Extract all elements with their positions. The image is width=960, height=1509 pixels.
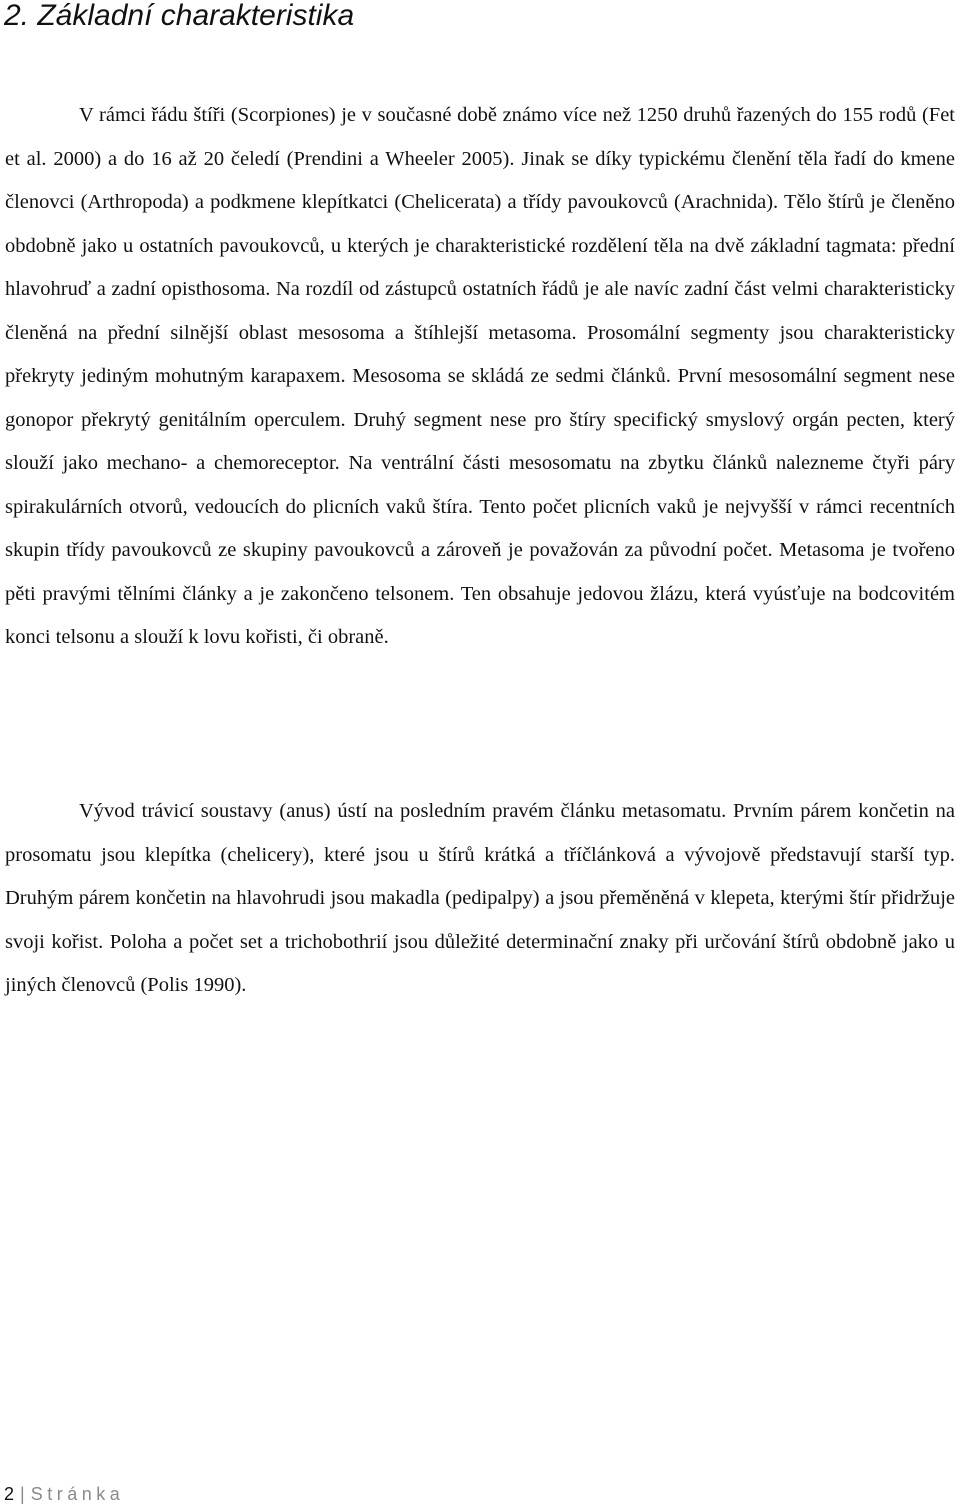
footer-separator: | bbox=[20, 1484, 25, 1504]
section-heading: 2. Základní charakteristika bbox=[4, 0, 355, 32]
page-footer bbox=[4, 1482, 124, 1506]
paragraph-1: V rámci řádu štíři (Scorpiones) je v současné době známo více než 1250 druhů řazených do 155 rodů (Fet et al. 2000) a do 16 až 20 čeledí (Prendini a Wheeler 2005). Jinak se díky typickému členění těla řadí do kmene členovci (Arthropoda) a podkmene klepítkatci (Chelicerata) a třídy pavoukovců (Arachnida). Tělo štírů je členěno obdobně jako u ostatních pavoukovců, u kterých je charakteristické rozdělení těla na dvě základní tagmata: přední hlavohruď a zadní opisthosoma. Na rozdíl od zástupců ostatních řádů je ale navíc zadní část velmi charakteristicky členěná na přední silnější oblast mesosoma a štíhlejší metasoma. Prosomální segmenty jsou charakteristicky překryty jediným mohutným karapaxem. Mesosoma se skládá ze sedmi článků. První mesosomální segment nese gonopor překrytý genitálním operculem. Druhý segment nese pro štíry specifický smyslový orgán pecten, který slouží jako mechano- a chemoreceptor. Na ventrální části mesosomatu na zbytku článků nalezneme čtyři páry spirakulárních otvorů, vedoucích do plicních vaků štíra. Tento počet plicních vaků je nejvyšší v rámci recentních skupin třídy pavoukovců ze skupiny pavoukovců a zároveň je považován za původní počet. Metasoma je tvořeno pěti pravými tělními články a je zakončeno telsonem. Ten obsahuje jedovou žlázu, která vyúsťuje na bodcovitém konci telsonu a slouží k lovu kořisti, či obraně. bbox=[5, 104, 955, 648]
page-number: 2 bbox=[4, 1484, 15, 1504]
page-word: Stránka bbox=[30, 1484, 125, 1504]
paragraph-2: Vývod trávicí soustavy (anus) ústí na posledním pravém článku metasomatu. Prvním párem končetin na prosomatu jsou klepítka (chelicery), které jsou u štírů krátká a tříčlánková a vývojově představují starší typ. Druhým párem končetin na hlavohrudi jsou makadla (pedipalpy) a jsou přeměněná v klepeta, kterými štír přidržuje svoji kořist. Poloha a počet set a trichobothrií jsou důležité determinační znaky při určování štírů obdobně jako u jiných členovců (Polis 1990). bbox=[5, 800, 955, 996]
